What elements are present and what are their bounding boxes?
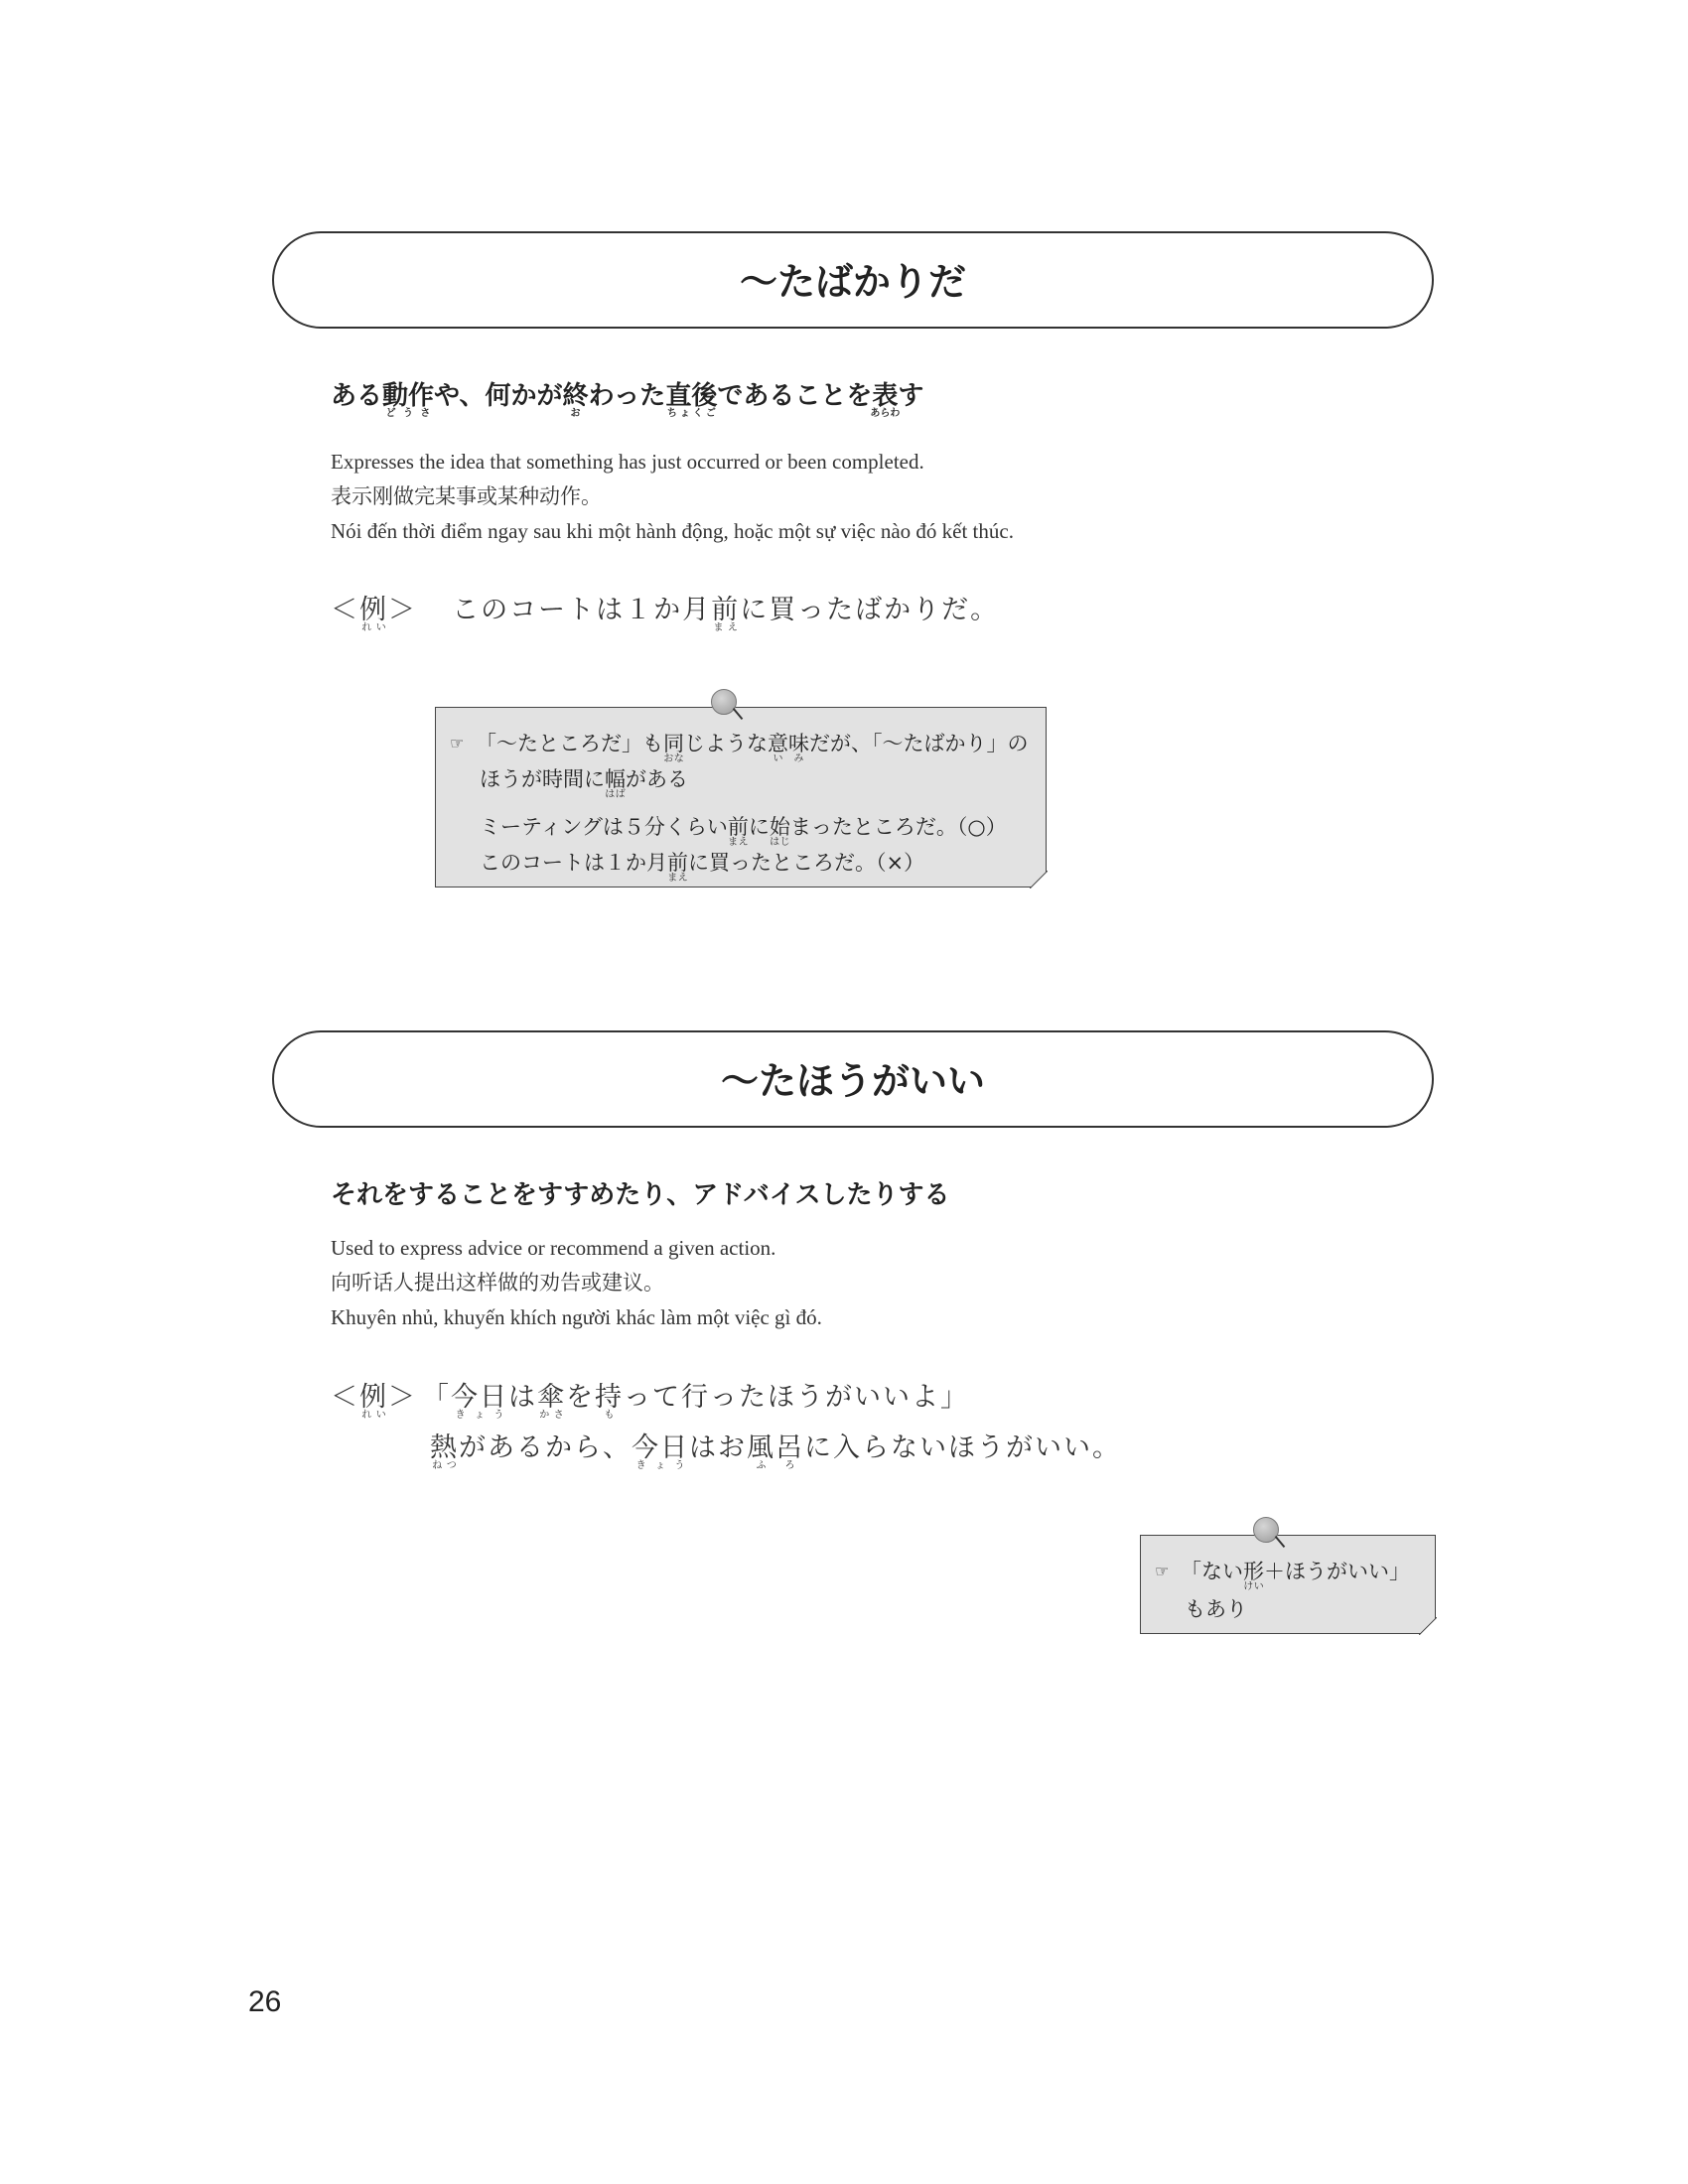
heading-text: す [898,381,924,411]
example-text: このコートは１か月 [452,595,712,625]
note-line: 「ない形けい＋ほうがいい」 [1181,1560,1410,1592]
note-line: 「〜たところだ」も同おなじような意味いみだが、「〜たばかり」の [476,732,1029,764]
usage-note [1140,1535,1436,1634]
heading-text: や、 [434,381,486,411]
ruby-word: 直後ちょくご [665,381,718,419]
gloss-english: Expresses the idea that something has just occurred or been completed. [331,450,924,474]
note-line: ほうが時間に幅はばがある [480,767,688,800]
meaning-heading: それをすることをすすめたり、アドバイスしたりする [331,1180,950,1210]
note-line: このコートは１か月前まえに買ったところだ。（×） [480,851,925,884]
heading-text: ある [331,381,383,411]
ruby-word: 表あらわ [870,381,901,419]
note-line: もあり [1185,1597,1247,1621]
pointing-hand-icon: ☞ [450,734,465,752]
gloss-english: Used to express advice or recommend a given action. [331,1236,776,1260]
example-marker: ＞ [388,595,417,625]
heading-text: であることを [717,381,873,411]
section-title-box [272,231,1434,329]
note-line: ミーティングは５分くらい前まえに始はじまったところだ。（○） [480,815,1007,848]
example-sentence: 熱ねつがあるから、今日きょうはお風呂ふろに入らないほうがいい。 [430,1433,1121,1471]
pin-icon [711,689,737,715]
page-curl [1030,871,1048,888]
example-sentence: 「今日きょうは傘かさを持もって行ったほうがいいよ」 [422,1382,969,1421]
page-number: 26 [248,1985,282,2018]
usage-note [435,707,1047,887]
gloss-vietnamese: Nói đến thời điểm ngay sau khi một hành động, hoặc một sự việc nào đó kết thúc. [331,519,1014,543]
gloss-chinese: 向听话人提出这样做的劝告或建议。 [331,1271,664,1295]
section-title: 〜たばかりだ [739,260,966,304]
pin-icon [1253,1517,1279,1543]
example-marker-group [331,1375,417,1420]
section-title: 〜たほうがいい [720,1059,985,1103]
ruby-word: 動作どうさ [382,381,435,419]
ruby-word: 例れい [359,595,388,633]
gloss-chinese: 表示刚做完某事或某种动作。 [331,484,602,508]
section-title-box [272,1030,1434,1128]
example-marker: ＜ [331,1382,359,1413]
example-text: に買ったばかりだ。 [740,595,1000,625]
pointing-hand-icon: ☞ [1155,1562,1170,1580]
heading-text: かが [510,381,563,411]
heading-text: 何 [485,381,511,411]
heading-text: わった [588,381,666,411]
example-sentence [331,588,999,632]
ruby-word: 終お [562,381,589,419]
page-curl [1419,1617,1437,1635]
meaning-heading [331,375,923,418]
gloss-vietnamese: Khuyên nhủ, khuyến khích người khác làm một việc gì đó. [331,1305,822,1329]
example-marker: ＜ [331,595,359,625]
ruby-word: 例れい [359,1382,388,1421]
ruby-word: 前まえ [711,595,741,633]
example-marker: ＞ [388,1382,417,1413]
